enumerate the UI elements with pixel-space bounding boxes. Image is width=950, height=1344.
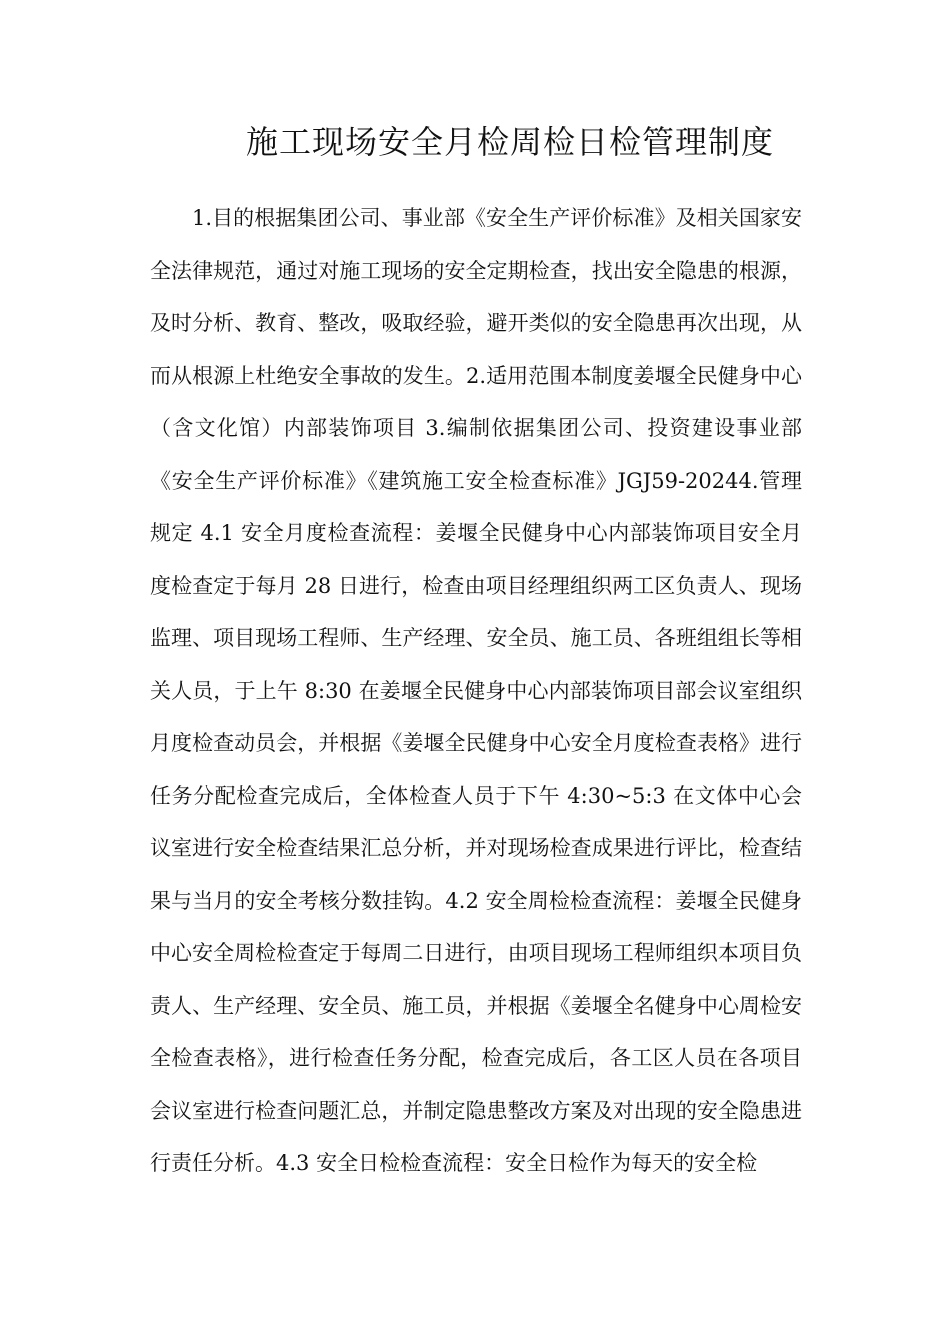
document-body: 1.目的根据集团公司、事业部《安全生产评价标准》及相关国家安全法律规范，通过对施工现场的安全定期检查，找出安全隐患的根源，及时分析、教育、整改，吸取经验，避开类似的安全隐患再次出现，从而从根源上杜绝安全事故的发生。2.适用范围本制度姜堰全民健身中心（含文化馆）内部装饰项目 3.编制依据集团公司、投资建设事业部《安全生产评价标准》《建筑施工安全检查标准》JGJ59-20244.管理规定 4.1 安全月度检查流程：姜堰全民健身中心内部装饰项目安全月度检查定于每月 28 日进行，检查由项目经理组织两工区负责人、现场监理、项目现场工程师、生产经理、安全员、施工员、各班组组长等相关人员，于上午 8:30 在姜堰全民健身中心内部装饰项目部会议室组织月度检查动员会，并根据《姜堰全民健身中心安全月度检查表格》进行任务分配检查完成后，全体检查人员于下午 4:30~5:3 在文体中心会议室进行安全检查结果汇总分析，并对现场检查成果进行评比，检查结果与当月的安全考核分数挂钩。4.2 安全周检检查流程：姜堰全民健身中心安全周检检查定于每周二日进行，由项目现场工程师组织本项目负责人、生产经理、安全员、施工员，并根据《姜堰全名健身中心周检安全检查表格》，进行检查任务分配，检查完成后，各工区人员在各项目会议室进行检查问题汇总，并制定隐患整改方案及对出现的安全隐患进行责任分析。4.3 安全日检检查流程：安全日检作为每天的安全检	[150, 206, 802, 1175]
document-title: 施工现场安全月检周检日检管理制度	[245, 123, 774, 161]
